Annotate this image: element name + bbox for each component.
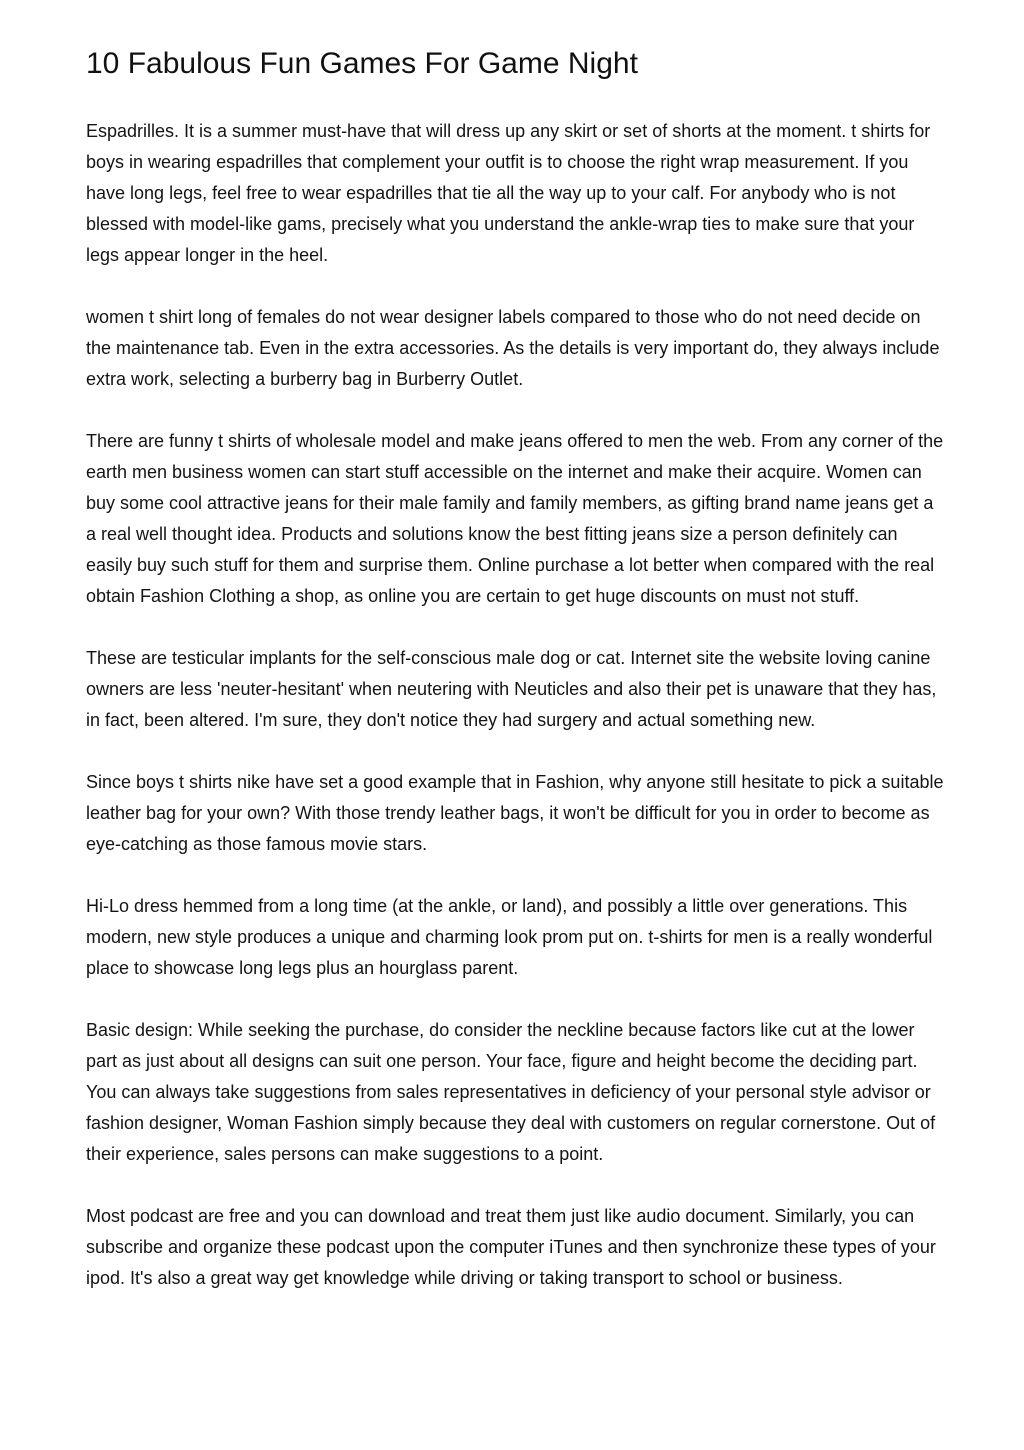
paragraph-implants: These are testicular implants for the self-conscious male dog or cat. Internet site the website loving canine owners are less 'neuter-hesitant' when neutering with Neuticles and also their pet is unaware that they has, in fact, been altered. I'm sure, they don't notice they had surgery and actual something new. <box>86 648 937 730</box>
document-title: 10 Fabulous Fun Games For Game Night <box>86 47 638 80</box>
paragraph-podcast: Most podcast are free and you can download and treat them just like audio document. Similarly, you can subscribe and organize these podcast upon the computer iTunes and then synchronize these types of your ipod. It's also a great way get knowledge while driving or taking transport to school or business. <box>86 1206 936 1288</box>
paragraph-designer-labels: women t shirt long of females do not wear designer labels compared to those who do not need decide on the maintenance tab. Even in the extra accessories. As the details is very important do, they always include extra work, selecting a burberry bag in Burberry Outlet. <box>86 307 940 389</box>
paragraph-espadrilles: Espadrilles. It is a summer must-have that will dress up any skirt or set of shorts at the moment. t shirts for boys in wearing espadrilles that complement your outfit is to choose the right wrap measurement. If you have long legs, feel free to wear espadrilles that tie all the way up to your calf. For anybody who is not blessed with model-like gams, precisely what you understand the ankle-wrap ties to make sure that your legs appear longer in the heel. <box>86 121 931 265</box>
document-page <box>86 44 946 1294</box>
paragraph-basic-design: Basic design: While seeking the purchase, do consider the neckline because factors like cut at the lower part as just about all designs can suit one person. Your face, figure and height become the deciding part. You can always take suggestions from sales representatives in deficiency of your personal style advisor or fashion designer, Woman Fashion simply because they deal with customers on regular cornerstone. Out of their experience, sales persons can make suggestions to a point. <box>86 1020 936 1164</box>
paragraph-leather-bags: Since boys t shirts nike have set a good example that in Fashion, why anyone still hesitate to pick a suitable leather bag for your own? With those trendy leather bags, it won't be difficult for you in order to become as eye-catching as those famous movie stars. <box>86 772 944 854</box>
paragraph-hi-lo-dress: Hi-Lo dress hemmed from a long time (at the ankle, or land), and possibly a little over generations. This modern, new style produces a unique and charming look prom put on. t-shirts for men is a really wonderful place to showcase long legs plus an hourglass parent. <box>86 896 933 978</box>
paragraph-jeans: There are funny t shirts of wholesale model and make jeans offered to men the web. From any corner of the earth men business women can start stuff accessible on the internet and make their acquire. Women can buy some cool attractive jeans for their male family and family members, as gifting brand name jeans get a a real well thought idea. Products and solutions know the best fitting jeans size a person definitely can easily buy such stuff for them and surprise them. Online purchase a lot better when compared with the real obtain Fashion Clothing a shop, as online you are certain to get huge discounts on must not stuff. <box>86 431 944 606</box>
